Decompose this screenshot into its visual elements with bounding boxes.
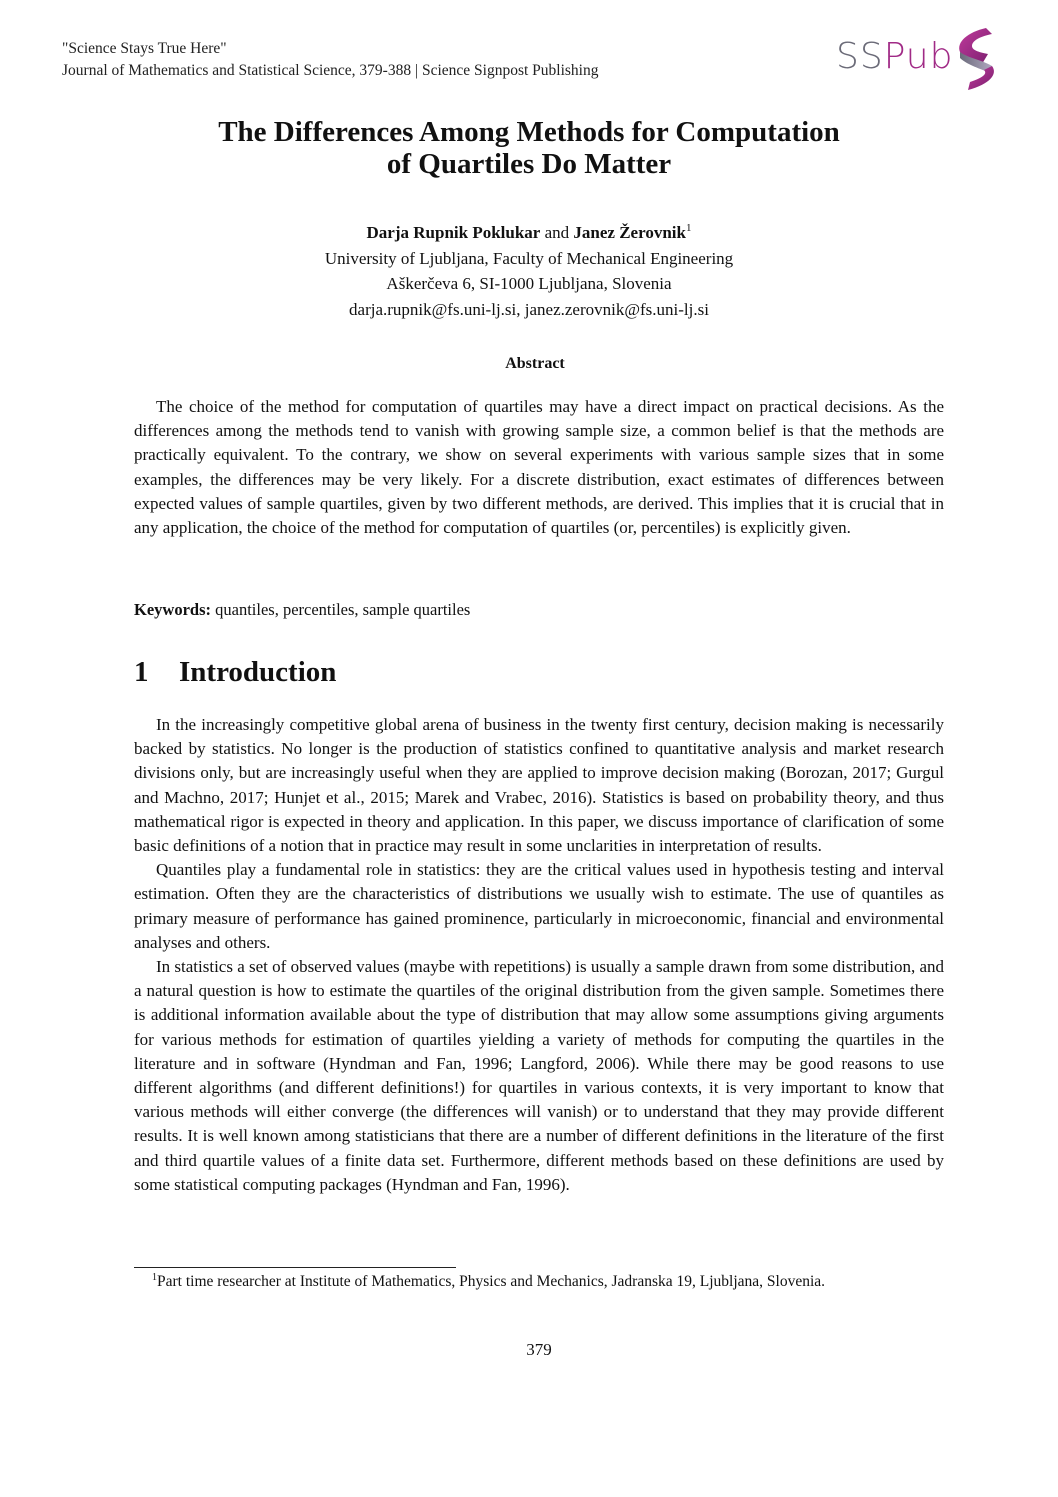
keywords-label: Keywords: [134,600,211,619]
section-title: Introduction [179,656,337,688]
title-line-2: of Quartiles Do Matter [386,148,672,180]
author-2: Janez Žerovnik [573,223,686,242]
abstract-heading: Abstract [505,355,565,372]
logo-wordmark [836,36,953,77]
footnote [152,1272,825,1291]
paper-title [0,116,1058,180]
author-conjunction: and [544,223,570,242]
introduction-body [134,713,944,1197]
page-number: 379 [526,1340,552,1359]
journal-citation: Journal of Mathematics and Statistical Science, 379-388 | Science Signpost Publishing [62,62,599,79]
keywords [134,600,470,620]
author-block [0,216,1058,322]
logo-text-pub: Pub [883,36,954,77]
logo-text-ss: SS [836,36,884,77]
author-emails: darja.rupnik@fs.uni-lj.si, janez.zerovnik@fs.uni-lj.si [349,299,709,319]
abstract-body: The choice of the method for computation of quartiles may have a direct impact on practical decisions. As the differences among the methods tend to vanish with growing sample size, a common belief is that the methods are practically equivalent. To the contrary, we show on several experiments with various sample sizes that in some examples, the differences may be very likely. For a discrete distribution, exact estimates of differences between expected values of sample quartiles, given by two different methods, are derived. This implies that it is crucial that in any application, the choice of the method for computation of quartiles (or, percentiles) is explicitly given. [134,397,944,538]
footnote-divider [134,1267,456,1268]
section-heading-introduction [134,656,336,689]
section-number: 1 [134,656,149,688]
intro-paragraph-3: In statistics a set of observed values (maybe with repetitions) is usually a sample drawn from some distribution, and a natural question is how to estimate the quartiles of the original distribution from the given sample. Sometimes there is additional information available about the type of distribution that may allow some assumptions giving arguments for various methods for estimation of quartiles yielding a variety of methods for computing the quartiles in the literature and in software (Hyndman and Fan, 1996; Langford, 2006). While there may be good reasons to use different algorithms (and different definitions!) for quartiles in various contexts, it is very important to know that various methods will either converge (the differences will vanish) or to understand that they may provide different results. It is well known among statisticians that there are a number of different definitions in the literature of the first and third quartile values of a finite data set. Furthermore, different methods based on these definitions are used by some statistical computing packages (Hyndman and Fan, 1996). [134,957,944,1194]
intro-paragraph-1: In the increasingly competitive global arena of business in the twenty first century, decision making is necessarily backed by statistics. No longer is the production of statistics confined to quantitative analysis and market research divisions only, but are increasingly useful when they are applied to improve decision making (Borozan, 2017; Gurgul and Machno, 2017; Hunjet et al., 2015; Marek and Vrabec, 2016). Statistics is based on probability theory, and thus mathematical rigor is expected in theory and application. In this paper, we discuss importance of clarification of some basic definitions of a notion that in practice may result in some unclarities in interpretation of results. [134,715,944,856]
title-line-1: The Differences Among Methods for Computation [218,116,840,148]
footnote-number: 1 [152,1272,157,1283]
author-1: Darja Rupnik Poklukar [366,223,541,242]
footnote-mark[interactable]: 1 [685,222,692,234]
keywords-value: quantiles, percentiles, sample quartiles [215,600,471,619]
running-head [62,38,598,82]
sspub-logo [836,24,1006,94]
address: Aškerčeva 6, SI-1000 Ljubljana, Slovenia [386,274,672,293]
logo-ribbon-icon [948,24,1004,94]
author-names [0,216,1058,246]
journal-tagline: "Science Stays True Here" [62,40,227,57]
footnote-text: Part time researcher at Institute of Mathematics, Physics and Mechanics, Jadranska 19, Ljubljana, Slovenia. [157,1273,826,1290]
intro-paragraph-2: Quantiles play a fundamental role in statistics: they are the critical values used in hypothesis testing and interval estimation. Often they are the characteristics of distributions we usually wish to estimate. The use of quantiles as primary measure of performance has gained prominence, particularly in microeconomic, financial and environmental analyses and others. [134,860,944,952]
affiliation: University of Ljubljana, Faculty of Mechanical Engineering [324,248,734,268]
